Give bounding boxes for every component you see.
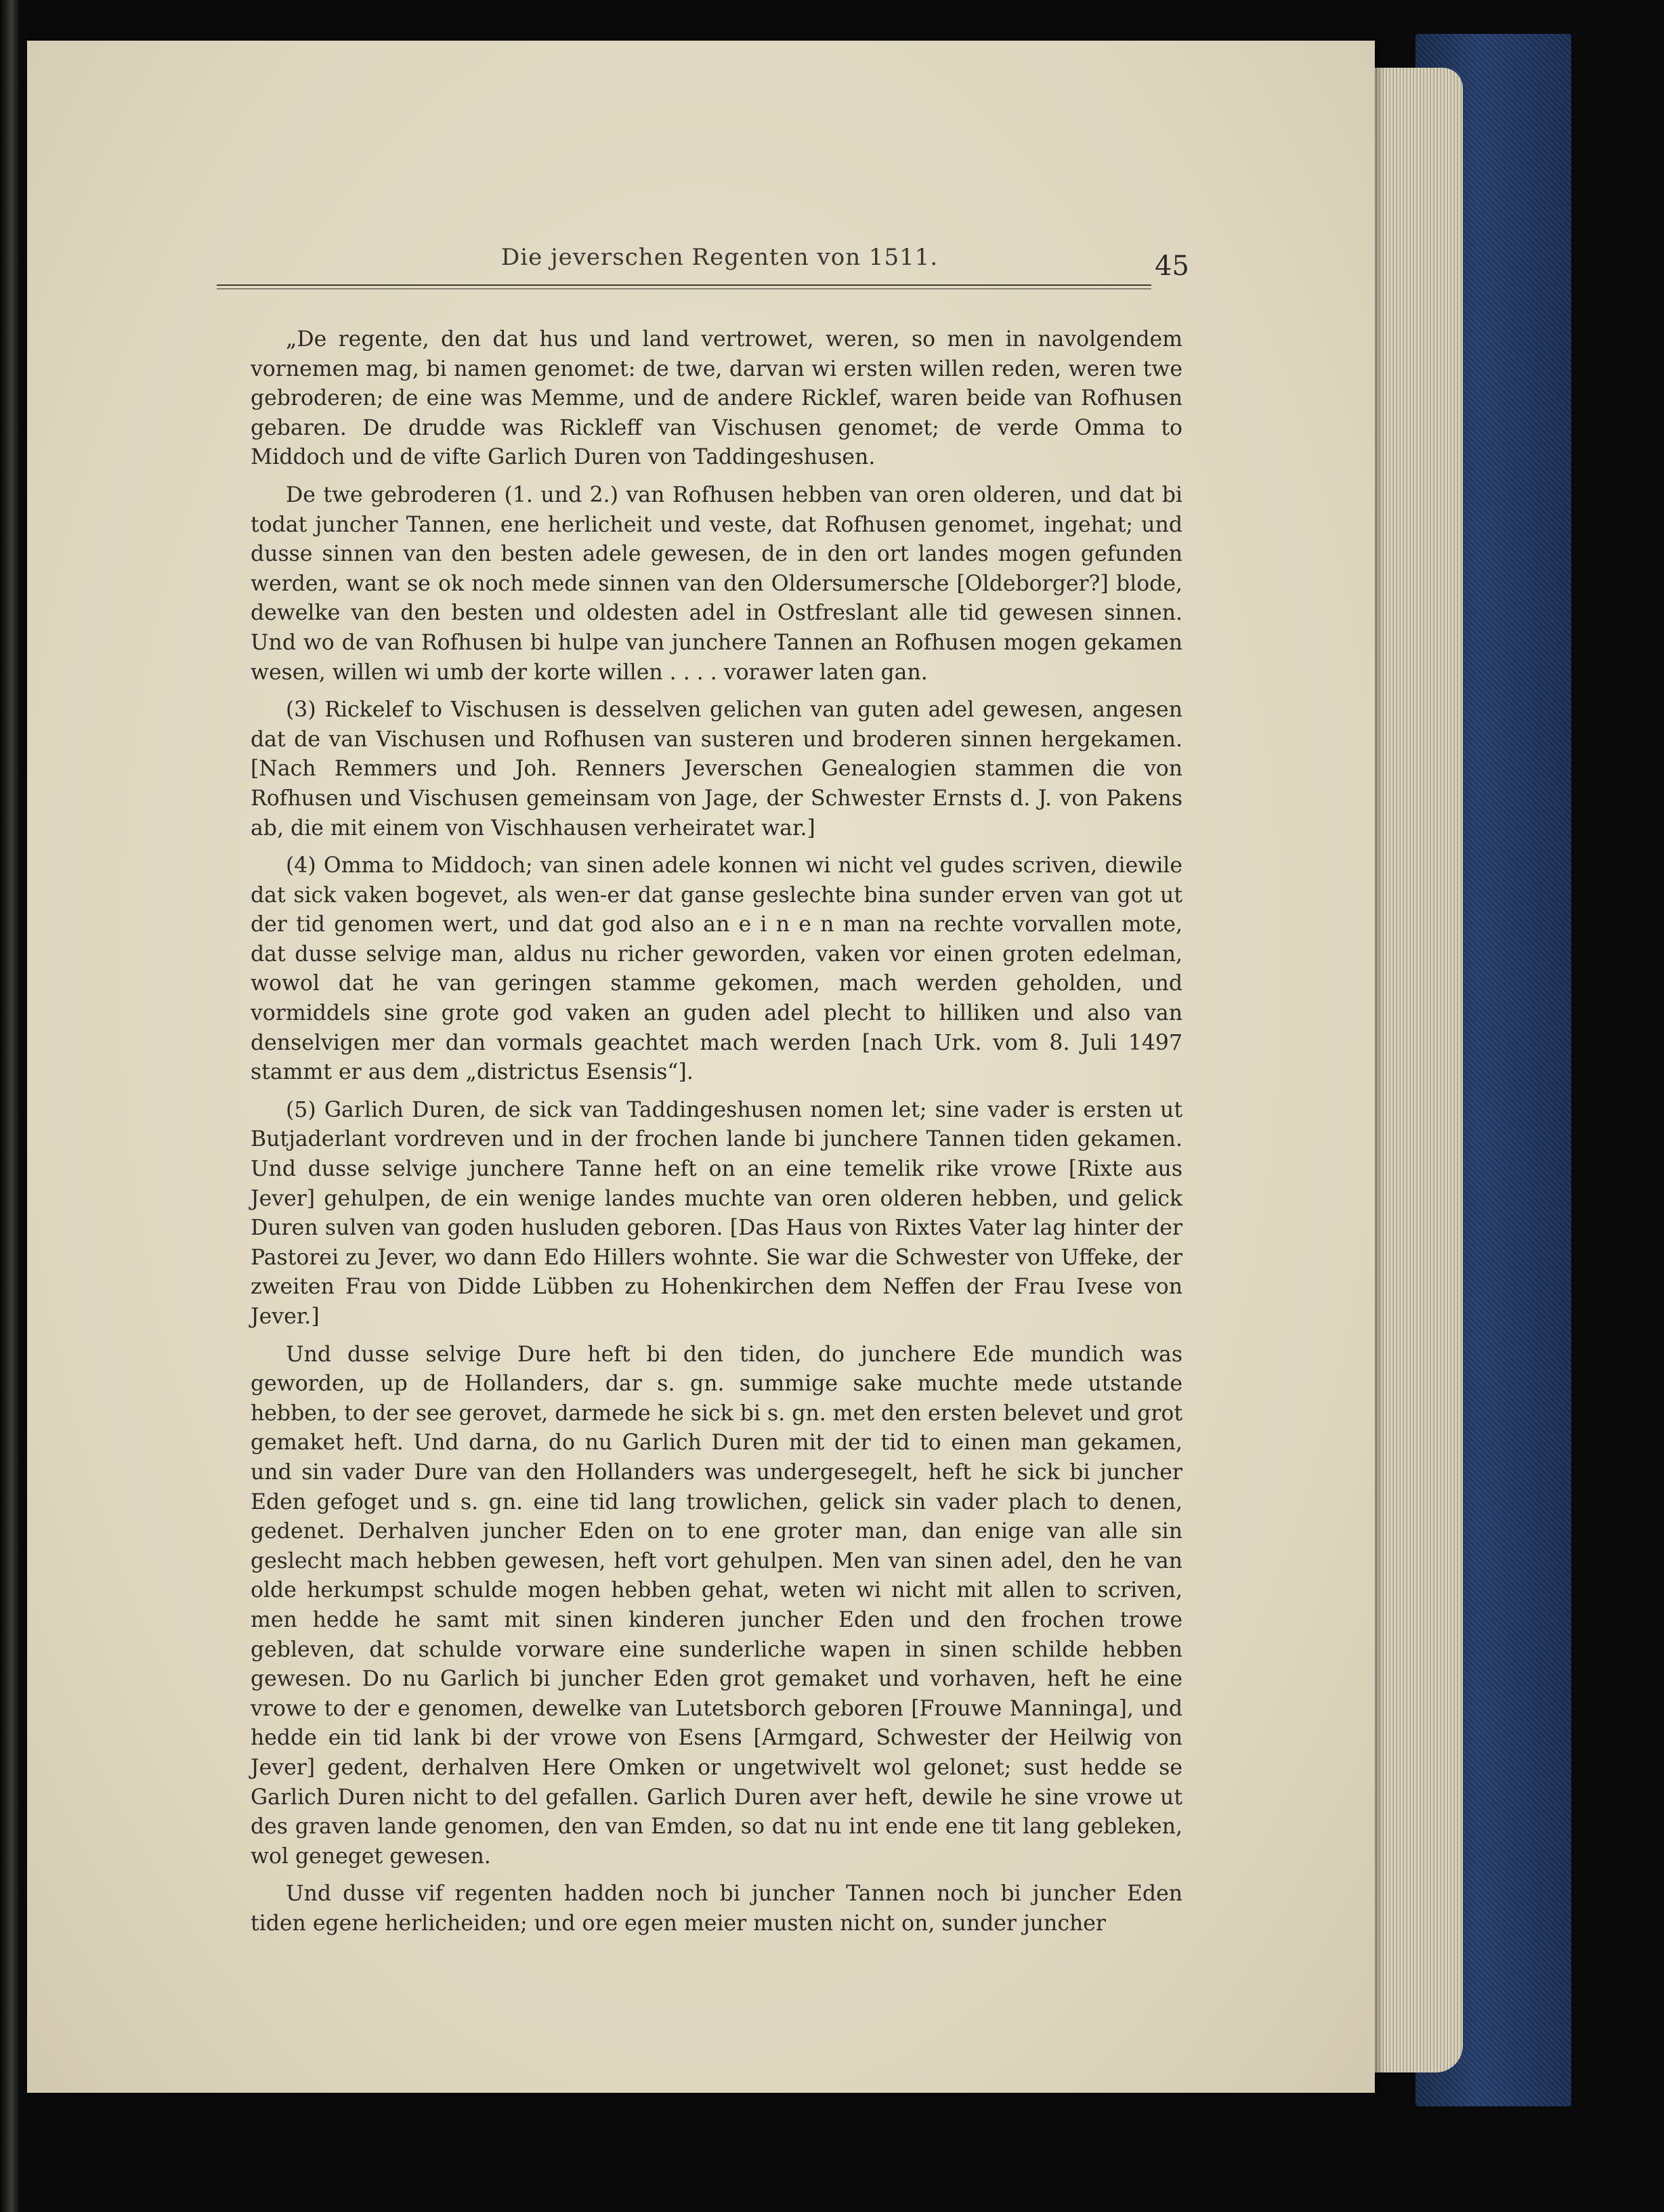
paragraph: Und dusse vif regenten hadden noch bi juncher Tannen noch bi juncher Eden tiden egene herlicheiden; und ore egen meier musten nicht on, sunder juncher xyxy=(251,1881,1182,1936)
header-rule xyxy=(217,284,1151,289)
running-title: Die jeverschen Regenten von 1511. xyxy=(501,244,939,271)
paragraph: De twe gebroderen (1. und 2.) van Rofhusen hebben van oren olderen, und dat bi todat juncher Tannen, ene herlicheit und veste, dat Rofhusen genomet, ingehat; und dusse sinnen van den besten adele gewesen, de in den ort landes mogen gefunden werden, want se ok noch mede sinnen van den Oldersumersche [Oldeborger?] blode, dewelke van den besten und oldesten adel in Ostfreslant alle tid gewesen sinnen. Und wo de van Rofhusen bi hulpe van junchere Tannen an Rofhusen mogen gekamen wesen, willen wi umb der korte willen . . . . vorawer laten gan. xyxy=(251,482,1182,685)
body-text xyxy=(251,325,1182,1938)
left-book-edge xyxy=(0,0,19,2212)
page-header xyxy=(217,244,1189,291)
page-number: 45 xyxy=(1155,251,1189,282)
paragraph: (4) Omma to Middoch; van sinen adele konnen wi nicht vel gudes scriven, diewile dat sick vaken bogevet, als wen-er dat ganse geslechte bina sunder erven van got ut der tid genomen wert, und dat god also an e i n e n man na rechte vorvallen mote, dat dusse selvige man, aldus nu richer geworden, vaken vor einen groten edelman, wowol dat he van geringen stamme gekomen, mach werden geholden, und vormiddels sine grote god vaken an guden adel plecht to hilliken und also van denselvigen mer dan vormals geachtet mach werden [nach Urk. vom 8. Juli 1497 stammt er aus dem „districtus Esensis“]. xyxy=(251,853,1182,1085)
paragraph: Und dusse selvige Dure heft bi den tiden, do junchere Ede mundich was geworden, up de Hollanders, dar s. gn. summige sake muchte mede utstande hebben, to der see gerovet, darmede he sick bi s. gn. met den ersten belevet und grot gemaket heft. Und darna, do nu Garlich Duren mit der tid to einen man gekamen, und sin vader Dure van den Hollanders was undergesegelt, heft he sick bi juncher Eden gefoget und s. gn. eine tid lang trowlichen, gelick sin vader plach to denen, gedenet. Derhalven juncher Eden on to ene groter man, dan enige van alle sin geslecht mach hebben gewesen, heft vort gehulpen. Men van sinen adel, den he van olde herkumpst schulde mogen hebben gehat, weten wi nicht mit allen to scriven, men hedde he samt mit sinen kinderen juncher Eden und den frochen trowe gebleven, dat schulde vorware eine sunderliche wapen in sinen schilde hebben gewesen. Do nu Garlich bi juncher Eden grot gemaket und vorhaven, heft he eine vrowe to der e genomen, dewelke van Lutetsborch geboren [Frouwe Manninga], und hedde ein tid lank bi der vrowe von Esens [Armgard, Schwester der Heilwig von Jever] gedent, derhalven Here Omken or ungetwivelt wol gelonet; sust hedde se Garlich Duren nicht to del gefallen. Garlich Duren aver heft, dewile he sine vrowe ut des graven lande genomen, den van Emden, so dat nu int ende ene tit lang gebleken, wol geneget gewesen. xyxy=(251,1342,1182,1869)
paragraph: (3) Rickelef to Vischusen is desselven gelichen van guten adel gewesen, angesen dat de van Vischusen und Rofhusen van susteren und broderen sinnen hergekamen. [Nach Remmers und Joh. Renners Jeverschen Genealogien stammen die von Rofhusen und Vischusen gemeinsam von Jage, der Schwester Ernsts d. J. von Pakens ab, die mit einem von Vischhausen verheiratet war.] xyxy=(251,698,1182,841)
book-page xyxy=(27,41,1375,2093)
paragraph: (5) Garlich Duren, de sick van Taddingeshusen nomen let; sine vader is ersten ut Butjaderlant vordreven und in der frochen lande bi junchere Tannen tiden gekamen. Und dusse selvige junchere Tanne heft on an eine temelik rike vrowe [Rixte aus Jever] gehulpen, de ein wenige landes muchte van oren olderen hebben, und gelick Duren sulven van goden husluden geboren. [Das Haus von Rixtes Vater lag hinter der Pastorei zu Jever, wo dann Edo Hillers wohnte. Sie war die Schwester von Uffeke, der zweiten Frau von Didde Lübben zu Hohenkirchen dem Neffen der Frau Ivese von Jever.] xyxy=(251,1097,1182,1329)
paragraph: „De regente, den dat hus und land vertrowet, weren, so men in navolgendem vornemen mag, bi namen genomet: de twe, darvan wi ersten willen reden, weren twe gebroderen; de eine was Memme, und de andere Ricklef, waren beide van Rofhusen gebaren. De drudde was Rickleff van Vischusen genomet; de verde Omma to Middoch und de vifte Garlich Duren von Taddingeshusen. xyxy=(251,327,1182,470)
